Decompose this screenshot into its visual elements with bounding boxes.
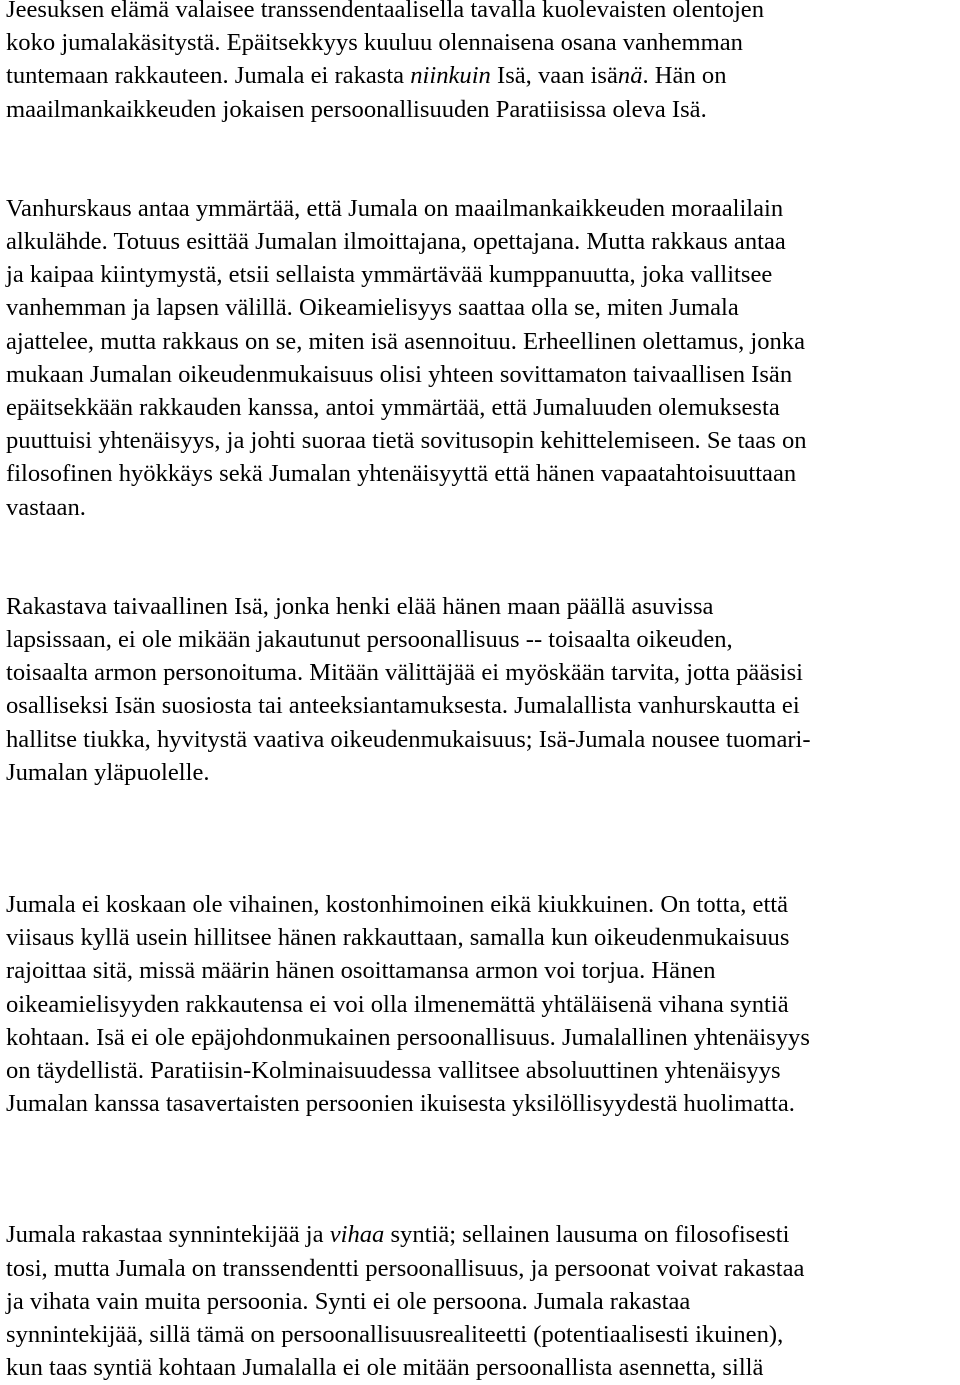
paragraph-4: [6, 888, 958, 1120]
text-segment: rajoittaa sitä, missä määrin hänen osoittamansa armon voi torjua. Hänen: [6, 957, 716, 985]
paragraph-gap: [6, 524, 958, 590]
text-line: [6, 1351, 958, 1384]
text-line: [6, 954, 958, 987]
text-segment: Vanhurskaus antaa ymmärtää, että Jumala on maailmankaikkeuden moraalilain: [6, 194, 784, 222]
text-segment: osalliseksi Isän suosiosta tai anteeksiantamuksesta. Jumalallista vanhurskautta ei: [6, 692, 800, 720]
text-segment: alkulähde. Totuus esittää Jumalan ilmoittajana, opettajana. Mutta rakkaus antaa: [6, 228, 786, 256]
text-segment: ja vihata vain muita persoonia. Synti ei ole persoona. Jumala rakastaa: [6, 1287, 691, 1315]
text-segment: tosi, mutta Jumala on transsendentti persoonallisuus, ja persoonat voivat rakastaa: [6, 1254, 805, 1282]
text-line: [6, 590, 958, 623]
text-line: [6, 424, 958, 457]
text-segment: epäitsekkään rakkauden kanssa, antoi ymmärtää, että Jumaluuden olemuksesta: [6, 394, 780, 422]
text-line: [6, 1218, 958, 1251]
text-line: [6, 1054, 958, 1087]
paragraph-gap: [6, 126, 958, 192]
text-segment: Jumala ei koskaan ole vihainen, kostonhimoinen eikä kiukkuinen. On totta, että: [6, 891, 789, 919]
text-segment: on täydellistä. Paratiisin-Kolminaisuudessa vallitsee absoluuttinen yhtenäisyys: [6, 1057, 781, 1085]
text-segment: Rakastava taivaallinen Isä, jonka henki elää hänen maan päällä asuvissa: [6, 592, 714, 620]
text-line: [6, 491, 958, 524]
text-line: [6, 623, 958, 656]
text-line: [6, 258, 958, 291]
text-line: [6, 1285, 958, 1318]
text-line: [6, 291, 958, 324]
text-segment: kun taas syntiä kohtaan Jumalalla ei ole mitään persoonallista asennetta, sillä: [6, 1354, 764, 1382]
text-line: [6, 888, 958, 921]
italic-text-segment: nä: [617, 62, 643, 90]
text-segment: filosofinen hyökkäys sekä Jumalan yhtenäisyyttä että hänen vapaatahtoisuuttaan: [6, 460, 797, 488]
text-segment: vastaan.: [6, 493, 86, 521]
text-line: [6, 921, 958, 954]
text-line: [6, 1087, 958, 1120]
text-segment: lapsissaan, ei ole mikään jakautunut persoonallisuus -- toisaalta oikeuden,: [6, 626, 733, 654]
text-line: [6, 26, 958, 59]
text-segment: mukaan Jumalan oikeudenmukaisuus olisi yhteen sovittamaton taivaallisen Isän: [6, 360, 793, 388]
text-segment: ja kaipaa kiintymystä, etsii sellaista ymmärtävää kumppanuutta, joka vallitsee: [6, 261, 773, 289]
paragraph-gap: [6, 789, 958, 888]
text-line: [6, 689, 958, 722]
text-segment: syntiä; sellainen lausuma on filosofisesti: [384, 1221, 790, 1249]
text-line: [6, 391, 958, 424]
text-line: [6, 1021, 958, 1054]
text-line: [6, 988, 958, 1021]
paragraph-3: [6, 590, 958, 789]
text-segment: tuntemaan rakkauteen. Jumala ei rakasta: [6, 62, 411, 90]
text-segment: Jeesuksen elämä valaisee transsendentaalisella tavalla kuolevaisten olentojen: [6, 0, 765, 23]
text-segment: Isä, vaan isä: [490, 62, 618, 90]
text-segment: Jumalan yläpuolelle.: [6, 758, 210, 786]
paragraph-gap: [6, 1120, 958, 1218]
text-segment: koko jumalakäsitystä. Epäitsekkyys kuuluu olennaisena osana vanhemman: [6, 29, 743, 57]
paragraph-5: [6, 1218, 958, 1384]
text-segment: ajattelee, mutta rakkaus on se, miten isä asennoituu. Erheellinen olettamus, jonka: [6, 327, 806, 355]
paragraph-1: [6, 0, 958, 126]
paragraph-2: [6, 192, 958, 524]
text-line: [6, 0, 958, 26]
text-line: [6, 225, 958, 258]
text-line: [6, 756, 958, 789]
text-segment: synnintekijää, sillä tämä on persoonallisuusrealiteetti (potentiaalisesti ikuinen),: [6, 1321, 784, 1349]
text-line: [6, 93, 958, 126]
text-segment: toisaalta armon personoituma. Mitään välittäjää ei myöskään tarvita, jotta pääsisi: [6, 659, 804, 687]
italic-text-segment: vihaa: [329, 1221, 385, 1249]
document-page: [6, 0, 958, 1385]
text-line: [6, 1318, 958, 1351]
text-segment: Jumala rakastaa synnintekijää ja: [6, 1221, 330, 1249]
text-line: [6, 723, 958, 756]
text-line: [6, 325, 958, 358]
text-line: [6, 1252, 958, 1285]
text-segment: oikeamielisyyden rakkautensa ei voi olla ilmenemättä yhtäläisenä vihana syntiä: [6, 990, 789, 1018]
text-segment: . Hän on: [642, 62, 727, 90]
text-segment: puuttuisi yhtenäisyys, ja johti suoraa tietä sovitusopin kehittelemiseen. Se taas on: [6, 427, 807, 455]
italic-text-segment: niinkuin: [410, 62, 491, 90]
text-line: [6, 59, 958, 92]
text-segment: vanhemman ja lapsen välillä. Oikeamielisyys saattaa olla se, miten Jumala: [6, 294, 739, 322]
text-line: [6, 358, 958, 391]
text-segment: maailmankaikkeuden jokaisen persoonallisuuden Paratiisissa oleva Isä.: [6, 95, 707, 123]
text-segment: Jumalan kanssa tasavertaisten persoonien ikuisesta yksilöllisyydestä huolimatta.: [6, 1090, 795, 1118]
text-line: [6, 192, 958, 225]
text-line: [6, 457, 958, 490]
text-line: [6, 656, 958, 689]
text-segment: viisaus kyllä usein hillitsee hänen rakkauttaan, samalla kun oikeudenmukaisuus: [6, 924, 790, 952]
text-segment: hallitse tiukka, hyvitystä vaativa oikeudenmukaisuus; Isä-Jumala nousee tuomari-: [6, 725, 811, 753]
text-segment: kohtaan. Isä ei ole epäjohdonmukainen persoonallisuus. Jumalallinen yhtenäisyys: [6, 1023, 810, 1051]
